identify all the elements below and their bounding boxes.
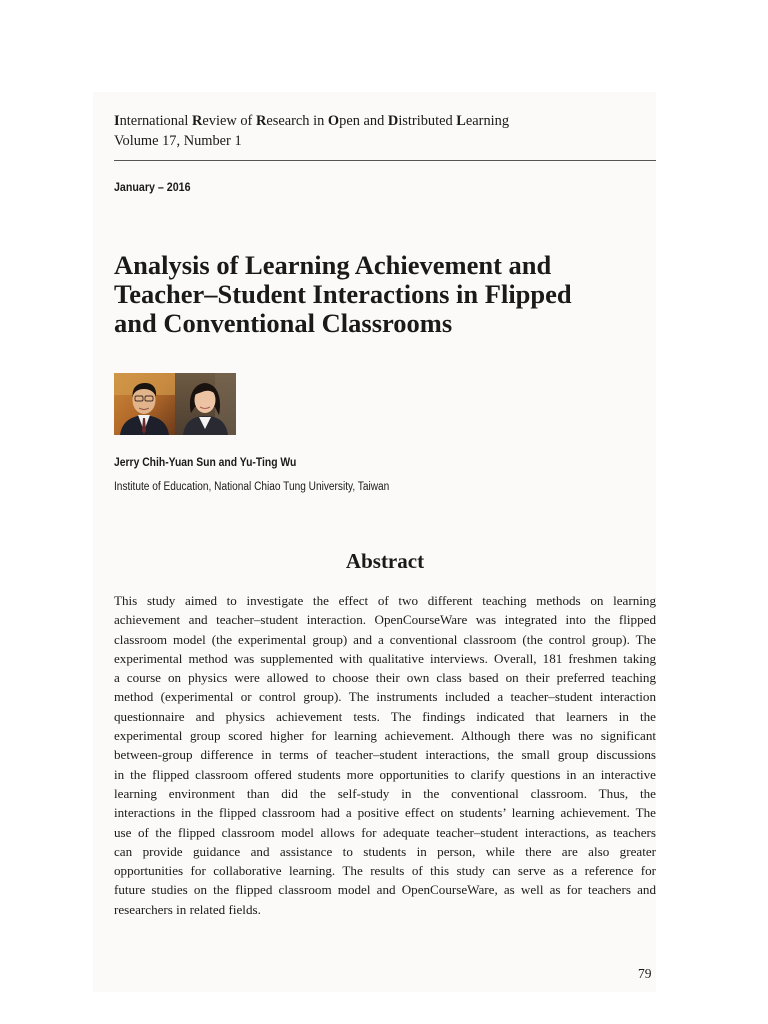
abstract-line: experimental group scored higher for learning achievement. Although there was no significant [114,728,656,744]
abstract-line: questionnaire and physics achievement tests. The findings indicated that learners in the [114,708,656,724]
paper-authors: Jerry Chih-Yuan Sun and Yu-Ting Wu [114,457,297,469]
publication-date: January – 2016 [114,181,191,194]
author-photos [114,373,236,435]
abstract-line: This study aimed to investigate the effect of two different teaching methods on learning [114,593,656,608]
abstract-line: interactions in the flipped classroom had a positive effect on students’ learning achievement. The [114,805,656,821]
author-affiliation: Institute of Education, National Chiao Tung University, Taiwan [114,481,390,493]
abstract-line: researchers in related fields. [114,901,261,917]
abstract-line: method (experimental or control group). The instruments included a teacher–student interaction [114,689,656,705]
abstract-line: classroom model (the experimental group) and a conventional classroom (the control group). The [114,631,656,647]
abstract-body [114,591,656,919]
abstract-line: learning environment than did the self-study in the conventional classroom. Thus, the [114,785,656,801]
title-line: Teacher–Student Interactions in Flipped [114,279,572,309]
abstract-line: a course on physics were allowed to choose their own class based on their preferred teaching [114,670,656,686]
page-number: 79 [638,966,652,981]
abstract-line: future studies on the flipped classroom model and OpenCourseWare, as well as for teachers and [114,882,656,898]
abstract-line: experimental method was supplemented with qualitative interviews. Overall, 181 freshmen taking [114,650,656,666]
abstract-line: can provide guidance and assistance to students in person, while there are also greater [114,843,656,859]
abstract-line: opportunities for collaborative learning. The results of this study can serve as a reference for [114,863,656,879]
title-line: Analysis of Learning Achievement and [114,250,552,280]
author-photo-2 [175,373,236,435]
abstract-line: in the flipped classroom offered students more opportunities to clarify questions in an interactive [114,766,656,782]
abstract-line: between-group difference in terms of teacher–student interactions, the small group discussions [114,747,656,763]
journal-header [114,111,509,151]
journal-volume: Volume 17, Number 1 [114,133,242,149]
abstract-line: achievement and teacher–student interaction. OpenCourseWare was integrated into the flipped [114,612,656,628]
author-photo-1 [114,373,175,435]
journal-name: International Review of Research in Open and Distributed Learning [114,113,510,129]
header-rule [114,160,656,161]
title-line: and Conventional Classrooms [114,308,453,338]
paper-title [114,251,674,338]
abstract-heading: Abstract [345,549,425,573]
abstract-line: use of the flipped classroom model allows for adequate teacher–student interactions, as teachers [114,824,656,840]
